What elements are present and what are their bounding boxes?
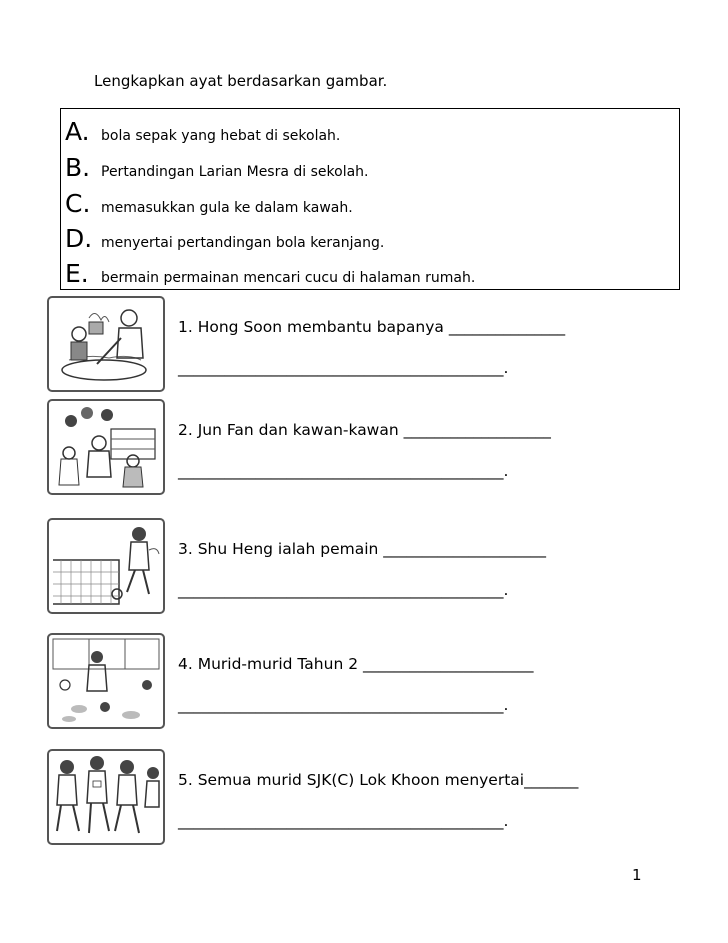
question-2-answer-line[interactable]: __________________________________________. bbox=[178, 462, 509, 480]
option-text: Pertandingan Larian Mesra di sekolah. bbox=[101, 164, 369, 180]
question-3 bbox=[47, 518, 647, 618]
question-4-text: 4. Murid-murid Tahun 2 ______________________ bbox=[178, 655, 534, 673]
option-e bbox=[65, 259, 475, 291]
question-5-text: 5. Semua murid SJK(C) Lok Khoon menyertai_______ bbox=[178, 771, 579, 789]
question-4-picture bbox=[47, 633, 165, 729]
basketball-scene-illustration bbox=[49, 401, 163, 493]
question-1-text: 1. Hong Soon membantu bapanya _______________ bbox=[178, 318, 566, 336]
question-5-answer-line[interactable]: __________________________________________. bbox=[178, 812, 509, 830]
instruction-text: Lengkapkan ayat berdasarkan gambar. bbox=[94, 72, 388, 90]
question-4 bbox=[47, 633, 647, 733]
option-b bbox=[65, 153, 369, 185]
question-2-picture bbox=[47, 399, 165, 495]
question-3-answer-line[interactable]: __________________________________________. bbox=[178, 581, 509, 599]
question-3-text: 3. Shu Heng ialah pemain _____________________ bbox=[178, 540, 547, 558]
option-letter: C. bbox=[65, 189, 91, 218]
question-1 bbox=[47, 296, 647, 396]
option-a bbox=[65, 117, 340, 149]
question-1-answer-line[interactable]: __________________________________________. bbox=[178, 359, 509, 377]
option-letter: B. bbox=[65, 153, 91, 182]
options-box bbox=[60, 108, 680, 290]
page-number: 1 bbox=[632, 866, 642, 884]
option-letter: D. bbox=[65, 224, 93, 253]
question-2-text: 2. Jun Fan dan kawan-kawan ___________________ bbox=[178, 421, 551, 439]
option-text: menyertai pertandingan bola keranjang. bbox=[101, 235, 385, 251]
question-2 bbox=[47, 399, 647, 499]
question-5-picture bbox=[47, 749, 165, 845]
cooking-scene-illustration bbox=[49, 298, 163, 390]
option-letter: E. bbox=[65, 259, 89, 288]
question-4-answer-line[interactable]: __________________________________________. bbox=[178, 696, 509, 714]
option-d bbox=[65, 224, 384, 256]
children-playing-illustration bbox=[49, 635, 163, 727]
option-text: bola sepak yang hebat di sekolah. bbox=[101, 128, 341, 144]
option-c bbox=[65, 189, 353, 221]
question-5 bbox=[47, 749, 647, 849]
option-text: memasukkan gula ke dalam kawah. bbox=[101, 200, 353, 216]
option-letter: A. bbox=[65, 117, 90, 146]
running-race-illustration bbox=[49, 751, 163, 843]
question-1-picture bbox=[47, 296, 165, 392]
football-scene-illustration bbox=[49, 520, 163, 612]
option-text: bermain permainan mencari cucu di halaman rumah. bbox=[101, 270, 476, 286]
question-3-picture bbox=[47, 518, 165, 614]
